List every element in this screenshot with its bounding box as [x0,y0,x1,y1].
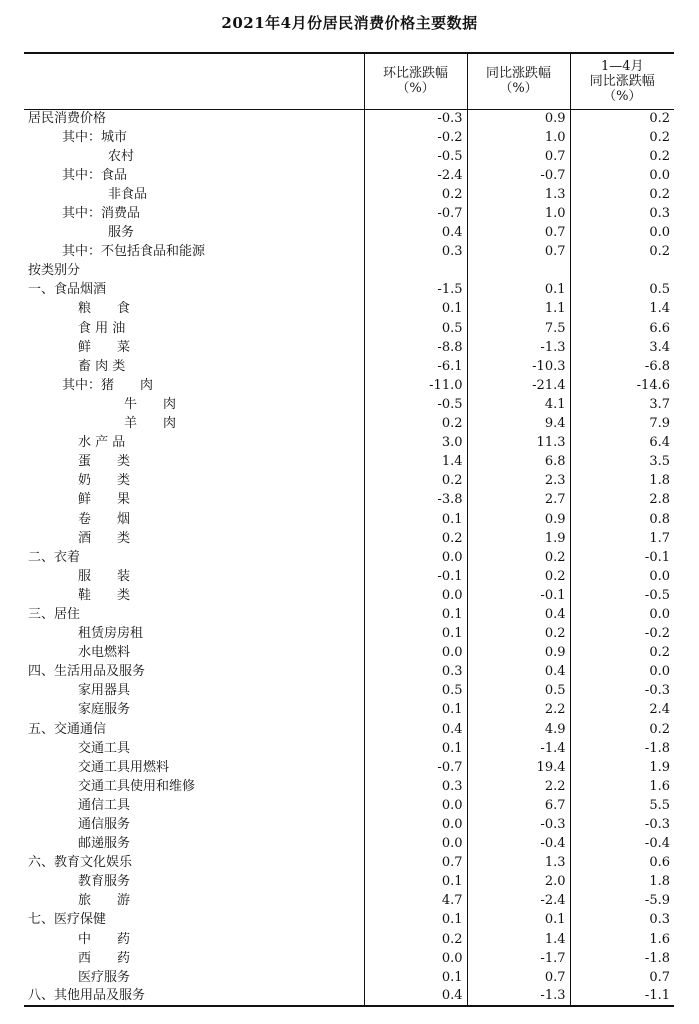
row-name: 服务 [108,225,135,241]
row-ytd-value: 0.2 [570,185,674,204]
row-name: 卷 烟 [78,511,131,527]
row-name: 医疗服务 [78,969,131,985]
row-mom-value: -0.7 [364,758,467,777]
row-ytd-value: -1.8 [570,739,674,758]
header-yoy-unit: （%） [499,81,538,97]
table-row [24,739,674,758]
table-row [24,968,674,987]
row-ytd-value: 3.5 [570,453,674,472]
table-row [24,567,674,586]
table-row [24,548,674,567]
row-mom-value: 0.0 [364,835,467,854]
row-name: 畜 肉 类 [78,358,126,374]
table-row [24,319,674,338]
row-ytd-value: -0.5 [570,586,674,605]
row-yoy-value: -10.3 [467,357,570,376]
row-ytd-value: 0.0 [570,567,674,586]
row-ytd-value: 1.8 [570,873,674,892]
table-row [24,777,674,796]
row-ytd-value: -1.8 [570,949,674,968]
table-row [24,415,674,434]
row-mom-value: -0.7 [364,204,467,223]
row-name: 牛 肉 [124,396,177,412]
row-name: 居民消费价格 [28,110,107,126]
row-ytd-value: 0.0 [570,605,674,624]
table-row [24,453,674,472]
row-name: 食 用 油 [78,320,126,336]
row-yoy-value: 1.0 [467,204,570,223]
row-mom-value: 0.3 [364,243,467,262]
table-row [24,338,674,357]
row-ytd-value: -0.2 [570,625,674,644]
row-yoy-value: 0.9 [467,644,570,663]
row-ytd-value: 0.5 [570,281,674,300]
row-mom-value [364,262,467,281]
table-row [24,835,674,854]
row-name: 非食品 [108,186,148,202]
row-ytd-value: 3.4 [570,338,674,357]
row-ytd-value: 1.6 [570,930,674,949]
row-ytd-value: 0.2 [570,147,674,166]
table-row [24,892,674,911]
table-row [24,109,674,128]
row-yoy-value: 0.5 [467,682,570,701]
header-yoy-label: 同比涨跌幅 [485,66,551,82]
row-ytd-value: 0.2 [570,720,674,739]
table-row [24,682,674,701]
table-row [24,873,674,892]
table-row [24,147,674,166]
row-ytd-value: 0.0 [570,224,674,243]
header-ytd [570,53,674,109]
header-yoy [467,53,570,109]
row-name: 酒 类 [78,530,131,546]
row-mom-value: 0.3 [364,777,467,796]
table-row [24,987,674,1006]
row-name: 通信工具 [78,797,131,813]
row-mom-value: 0.0 [364,796,467,815]
row-mom-value: 0.1 [364,701,467,720]
row-name: 西 药 [78,950,131,966]
row-name: 鞋 类 [78,587,131,603]
row-ytd-value: -1.1 [570,987,674,1006]
row-name: 二、衣着 [28,549,81,565]
row-ytd-value: 7.9 [570,415,674,434]
table-row [24,166,674,185]
row-yoy-value: 4.9 [467,720,570,739]
table-row [24,701,674,720]
row-yoy-value: 2.7 [467,491,570,510]
row-yoy-value: 1.4 [467,930,570,949]
row-mom-value: 0.0 [364,586,467,605]
row-mom-value: 0.4 [364,987,467,1006]
row-yoy-value: 4.1 [467,395,570,414]
row-name: 其中：消费品 [62,206,141,222]
row-mom-value: -0.1 [364,567,467,586]
row-mom-value: 0.2 [364,930,467,949]
row-yoy-value: -0.4 [467,835,570,854]
row-name: 教育服务 [78,874,131,890]
row-name: 交通工具用燃料 [78,759,170,775]
row-yoy-value: 1.3 [467,185,570,204]
table-row [24,300,674,319]
row-mom-value: 0.1 [364,625,467,644]
table-row [24,128,674,147]
row-ytd-value: 0.3 [570,204,674,223]
row-yoy-value: 1.3 [467,854,570,873]
row-mom-value: -11.0 [364,376,467,395]
row-ytd-value: 1.4 [570,300,674,319]
row-yoy-value: 11.3 [467,434,570,453]
row-yoy-value: 0.7 [467,147,570,166]
page-title: 2021年4月份居民消费价格主要数据 [221,14,478,32]
table-row [24,185,674,204]
row-ytd-value: 0.2 [570,128,674,147]
row-yoy-value: 0.2 [467,567,570,586]
row-name: 中 药 [78,931,131,947]
row-ytd-value: -6.8 [570,357,674,376]
row-mom-value: 4.7 [364,892,467,911]
row-yoy-value: 2.2 [467,777,570,796]
table-row [24,949,674,968]
row-ytd-value: -5.9 [570,892,674,911]
row-yoy-value: -1.3 [467,987,570,1006]
row-yoy-value: -2.4 [467,892,570,911]
row-mom-value: 0.1 [364,873,467,892]
table-row [24,586,674,605]
row-mom-value: 3.0 [364,434,467,453]
row-yoy-value: 2.0 [467,873,570,892]
row-ytd-value: -0.3 [570,815,674,834]
row-name: 通信服务 [78,817,131,833]
row-ytd-value: 6.6 [570,319,674,338]
row-yoy-value: -0.7 [467,166,570,185]
row-name: 奶 类 [78,473,131,489]
row-ytd-value: 1.8 [570,472,674,491]
row-name: 家庭服务 [78,702,131,718]
row-yoy-value: 0.7 [467,243,570,262]
row-yoy-value: -1.7 [467,949,570,968]
row-name: 七、医疗保健 [28,912,107,928]
row-mom-value: 0.1 [364,968,467,987]
row-mom-value: 0.0 [364,548,467,567]
row-ytd-value: -0.1 [570,548,674,567]
table-row [24,510,674,529]
table-row [24,605,674,624]
row-yoy-value: -21.4 [467,376,570,395]
row-yoy-value: 0.4 [467,663,570,682]
row-yoy-value: 0.2 [467,548,570,567]
row-mom-value: 0.1 [364,605,467,624]
row-ytd-value: 0.2 [570,109,674,128]
header-item-blank [24,53,364,109]
row-yoy-value: 6.7 [467,796,570,815]
row-ytd-value [570,262,674,281]
row-ytd-value: 0.3 [570,911,674,930]
row-name: 三、居住 [28,606,81,622]
row-name: 其中：不包括食品和能源 [62,244,206,260]
row-yoy-value: 0.1 [467,281,570,300]
row-mom-value: 0.2 [364,185,467,204]
row-mom-value: 0.5 [364,682,467,701]
row-name: 鲜 果 [78,492,131,508]
header-mom-label: 环比涨跌幅 [382,66,448,82]
row-name: 鲜 菜 [78,339,131,355]
table-row [24,281,674,300]
row-ytd-value: 3.7 [570,395,674,414]
table-row [24,758,674,777]
row-yoy-value: 0.7 [467,224,570,243]
row-mom-value: 0.0 [364,815,467,834]
row-ytd-value: 2.8 [570,491,674,510]
row-yoy-value: 1.0 [467,128,570,147]
row-mom-value: -0.2 [364,128,467,147]
row-yoy-value: -0.3 [467,815,570,834]
table-row [24,491,674,510]
table-row [24,854,674,873]
table-row [24,204,674,223]
row-yoy-value: 0.9 [467,510,570,529]
row-mom-value: -0.5 [364,395,467,414]
row-mom-value: 0.7 [364,854,467,873]
row-name: 粮 食 [78,301,131,317]
table-row [24,815,674,834]
table-row [24,243,674,262]
row-yoy-value: -1.4 [467,739,570,758]
row-mom-value: 0.1 [364,300,467,319]
table-row [24,224,674,243]
table-row [24,663,674,682]
table-row [24,376,674,395]
table-row [24,472,674,491]
row-name: 八、其他用品及服务 [24,987,364,1006]
row-mom-value: -1.5 [364,281,467,300]
row-name: 邮递服务 [78,836,131,852]
row-mom-value: 0.0 [364,644,467,663]
row-name: 交通工具使用和维修 [78,778,196,794]
row-mom-value: 0.4 [364,720,467,739]
row-yoy-value: 2.2 [467,701,570,720]
row-name: 农村 [108,148,135,164]
row-yoy-value: 9.4 [467,415,570,434]
row-name: 水电燃料 [78,645,131,661]
header-mom-unit: （%） [396,81,435,97]
row-ytd-value: -0.4 [570,835,674,854]
row-ytd-value: 0.0 [570,663,674,682]
row-mom-value: -2.4 [364,166,467,185]
header-ytd-period: 1—4月 [600,58,644,74]
row-yoy-value [467,262,570,281]
row-mom-value: 0.2 [364,529,467,548]
row-name: 交通工具 [78,740,131,756]
row-mom-value: -0.3 [364,109,467,128]
header-ytd-unit: （%） [603,88,642,104]
row-mom-value: 0.1 [364,911,467,930]
row-name: 五、交通通信 [28,721,107,737]
cpi-table [24,52,674,1007]
table-row [24,625,674,644]
row-mom-value: -0.5 [364,147,467,166]
row-name: 羊 肉 [124,416,177,432]
row-name: 其中：食品 [62,167,128,183]
table-row [24,357,674,376]
row-ytd-value: 0.2 [570,644,674,663]
row-yoy-value: 0.4 [467,605,570,624]
row-name: 其中：城市 [62,129,128,145]
table-row [24,930,674,949]
row-yoy-value: 6.8 [467,453,570,472]
row-name: 家用器具 [78,683,131,699]
row-yoy-value: 1.9 [467,529,570,548]
row-name: 旅 游 [78,893,131,909]
row-mom-value: 0.4 [364,224,467,243]
row-yoy-value: 0.9 [467,109,570,128]
table-row [24,911,674,930]
row-name: 一、食品烟酒 [28,282,107,298]
row-name: 其中：猪 肉 [62,377,154,393]
row-ytd-value: 1.6 [570,777,674,796]
table-row [24,529,674,548]
row-mom-value: 1.4 [364,453,467,472]
header-mom [364,53,467,109]
row-mom-value: 0.2 [364,415,467,434]
table-row [24,644,674,663]
row-name: 蛋 类 [78,454,131,470]
header-ytd-label: 同比涨跌幅 [589,73,655,89]
row-name: 按类别分 [28,263,81,279]
row-ytd-value: 2.4 [570,701,674,720]
table-row [24,796,674,815]
row-ytd-value: 0.2 [570,243,674,262]
row-ytd-value: 0.7 [570,968,674,987]
row-yoy-value: 7.5 [467,319,570,338]
row-mom-value: 0.2 [364,472,467,491]
row-yoy-value: 19.4 [467,758,570,777]
row-ytd-value: 1.9 [570,758,674,777]
table-row [24,720,674,739]
row-yoy-value: -0.1 [467,586,570,605]
row-mom-value: -3.8 [364,491,467,510]
table-row [24,395,674,414]
row-mom-value: 0.5 [364,319,467,338]
row-mom-value: 0.1 [364,739,467,758]
row-name: 四、生活用品及服务 [28,664,146,680]
row-yoy-value: 2.3 [467,472,570,491]
row-ytd-value: 1.7 [570,529,674,548]
table-row [24,262,674,281]
row-name: 六、教育文化娱乐 [28,855,133,871]
row-mom-value: -8.8 [364,338,467,357]
row-yoy-value: 0.7 [467,968,570,987]
row-ytd-value: 0.6 [570,854,674,873]
row-name: 服 装 [78,568,131,584]
row-mom-value: 0.0 [364,949,467,968]
row-mom-value: -6.1 [364,357,467,376]
row-ytd-value: -14.6 [570,376,674,395]
row-yoy-value: 1.1 [467,300,570,319]
table-row [24,434,674,453]
row-ytd-value: 5.5 [570,796,674,815]
row-yoy-value: 0.2 [467,625,570,644]
row-mom-value: 0.3 [364,663,467,682]
row-name: 水 产 品 [78,435,126,451]
row-yoy-value: -1.3 [467,338,570,357]
row-ytd-value: 6.4 [570,434,674,453]
row-yoy-value: 0.1 [467,911,570,930]
row-name: 租赁房房租 [78,626,144,642]
row-mom-value: 0.1 [364,510,467,529]
row-ytd-value: 0.8 [570,510,674,529]
row-ytd-value: -0.3 [570,682,674,701]
row-ytd-value: 0.0 [570,166,674,185]
header-row [24,53,674,109]
